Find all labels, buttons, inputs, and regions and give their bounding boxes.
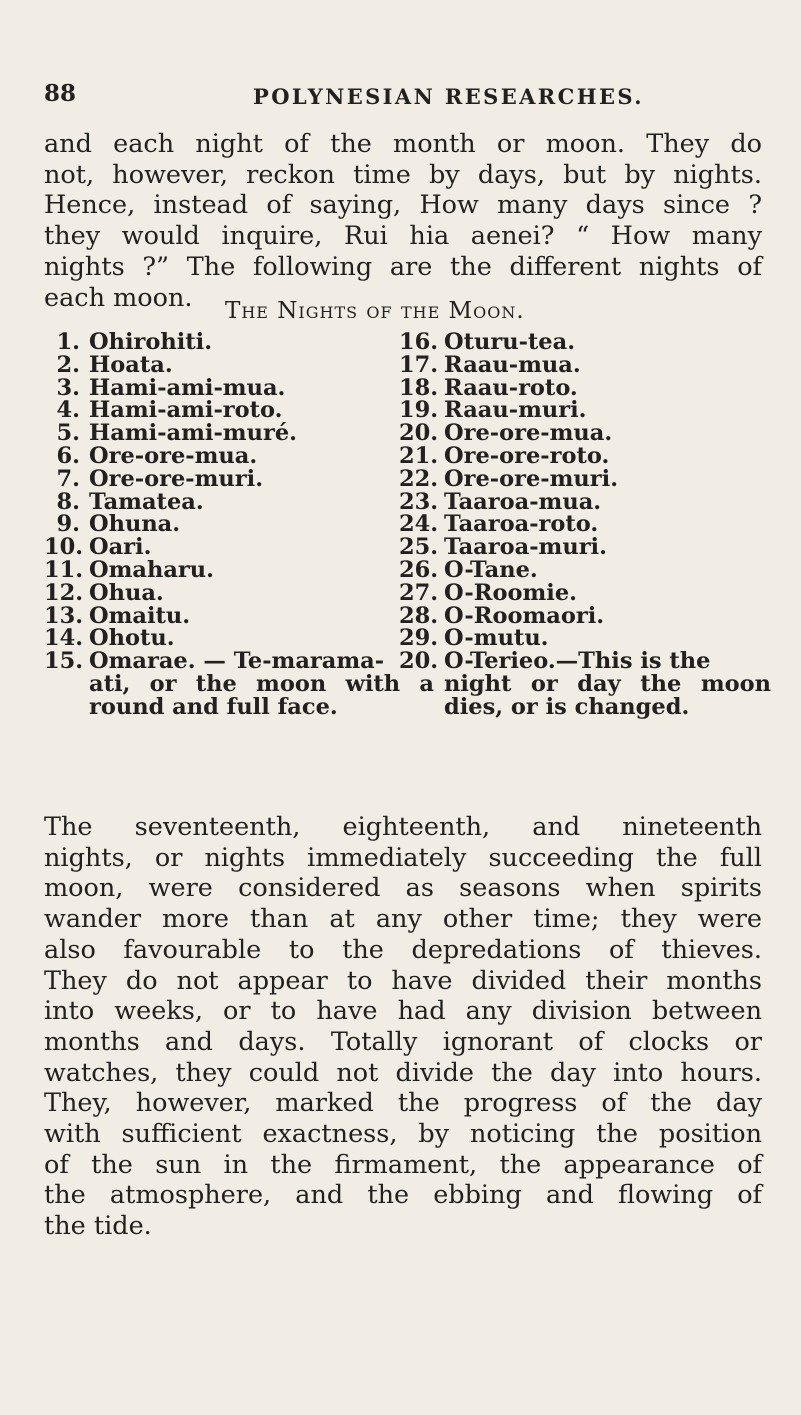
night-list-item <box>399 513 771 536</box>
night-list-item <box>399 331 771 354</box>
night-number: 18. <box>399 374 439 401</box>
night-list-item <box>399 536 771 559</box>
night-list-item <box>399 399 771 422</box>
night-number: 16. <box>399 329 439 355</box>
night-number: 14. <box>44 625 84 652</box>
night-number: 12. <box>44 579 84 606</box>
intro-paragraph <box>44 129 762 313</box>
night-list-item <box>44 351 439 378</box>
night-number: 23. <box>399 488 439 515</box>
night-number: 6. <box>56 442 80 469</box>
body-line: with sufficient exactness, by noticing the position <box>44 1119 762 1150</box>
night-list-item <box>44 534 439 561</box>
night-number: 22. <box>399 465 439 492</box>
night-list-item <box>44 602 439 629</box>
night-name: Taaroa-mua. <box>444 488 602 515</box>
night-name: Hami-ami-muré. <box>89 420 297 447</box>
night-name: Omaharu. <box>89 556 214 583</box>
night-name: Hoata. <box>89 351 173 378</box>
body-line: wander more than at any other time; they were <box>44 904 762 935</box>
night-number: 17. <box>399 351 439 378</box>
night-name: Tamatea. <box>89 488 204 515</box>
page-header <box>0 80 801 120</box>
night-name: O-mutu. <box>444 625 549 652</box>
night-list-item <box>44 397 439 424</box>
night-number: 13. <box>44 602 84 629</box>
body-line: the atmosphere, and the ebbing and flowing of <box>44 1180 762 1211</box>
night-list-item <box>44 329 439 355</box>
night-name: Ohuna. <box>89 511 181 538</box>
night-name: Omarae. — Te-marama- <box>89 648 385 675</box>
night-list-item <box>44 511 439 538</box>
night-list-item <box>399 465 771 492</box>
night-list-item <box>399 602 771 629</box>
night-number: 5. <box>56 420 80 447</box>
night-number: 9. <box>56 511 80 538</box>
night-number: 4. <box>56 397 80 424</box>
night-name: O-Terieo.—This is the <box>444 648 711 675</box>
night-number: 3. <box>56 374 80 401</box>
night-list-item <box>44 556 439 583</box>
night-name: Ohua. <box>89 579 164 606</box>
night-name: Ore-ore-mua. <box>89 442 258 469</box>
night-list-item <box>44 374 439 401</box>
night-number: 8. <box>56 488 80 515</box>
night-list-item <box>399 488 771 515</box>
night-name: Hami-ami-roto. <box>89 397 283 424</box>
running-head: POLYNESIAN RESEARCHES. <box>253 84 644 109</box>
night-list-item <box>44 625 439 652</box>
body-line: watches, they could not divide the day into hours. <box>44 1057 762 1088</box>
body-line: They, however, marked the progress of the day <box>44 1088 762 1119</box>
night-name: Oari. <box>89 534 152 561</box>
night-number: 1. <box>56 329 80 355</box>
night-number: 2. <box>56 351 80 378</box>
night-note: ati, or the moon with a round and full face. <box>89 670 434 720</box>
night-name: Raau-muri. <box>444 397 587 424</box>
night-name: O-Roomie. <box>444 579 577 606</box>
body-paragraph <box>44 812 762 1242</box>
night-name: Ohirohiti. <box>89 329 213 355</box>
night-number: 19. <box>399 397 439 424</box>
night-list-item <box>399 556 771 583</box>
night-number: 24. <box>399 511 439 538</box>
night-number: 29. <box>399 625 439 652</box>
night-name: Omaitu. <box>89 602 191 629</box>
body-line: moon, were considered as seasons when spirits <box>44 873 762 904</box>
night-name: Taaroa-roto. <box>444 511 599 538</box>
night-name: Ore-ore-muri. <box>89 465 264 492</box>
list-title: The Nights of the Moon. <box>225 298 525 324</box>
night-list-item <box>44 648 439 720</box>
intro-line: nights ?” The following are the different nights of <box>44 251 762 282</box>
nights-column-right <box>399 331 771 719</box>
body-line: the tide. <box>44 1211 152 1242</box>
body-line: months and days. Totally ignorant of clocks or <box>44 1026 762 1057</box>
intro-line: they would inquire, Rui hia aenei? “ How many <box>44 221 762 252</box>
night-list-item <box>44 488 439 515</box>
body-line: The seventeenth, eighteenth, and nineteenth <box>44 812 762 842</box>
night-name: Ohotu. <box>89 625 175 652</box>
intro-line: each moon. <box>44 282 193 313</box>
night-number: 28. <box>399 602 439 629</box>
intro-line: and each night of the month or moon. They do <box>44 129 762 159</box>
night-name: Raau-roto. <box>444 374 578 401</box>
intro-line: not, however, reckon time by days, but by nights. <box>44 159 762 190</box>
night-list-item <box>399 351 771 378</box>
night-number: 7. <box>56 465 80 492</box>
night-number: 15. <box>44 648 84 675</box>
night-number: 20. <box>399 420 439 447</box>
nights-column-left <box>44 329 439 720</box>
night-list-item <box>399 442 771 469</box>
night-name: Raau-mua. <box>444 351 581 378</box>
night-list-item <box>399 627 771 650</box>
night-number: 21. <box>399 442 439 469</box>
night-number: 26. <box>399 556 439 583</box>
night-list-item <box>399 374 771 401</box>
night-number: 10. <box>44 534 84 561</box>
page-number: 88 <box>44 80 77 107</box>
night-list-item <box>44 442 439 469</box>
night-number: 20. <box>399 648 439 675</box>
night-note: night or day the moon dies, or is changed. <box>444 670 771 720</box>
night-list-item <box>44 420 439 447</box>
body-line: nights, or nights immediately succeeding the full <box>44 842 762 873</box>
night-list-item <box>399 422 771 445</box>
intro-line: Hence, instead of saying, How many days since ? <box>44 190 762 221</box>
night-name: Hami-ami-mua. <box>89 374 286 401</box>
night-name: Taaroa-muri. <box>444 534 607 561</box>
night-list-item <box>44 579 439 606</box>
body-line: They do not appear to have divided their months <box>44 965 762 996</box>
night-list-item <box>44 465 439 492</box>
night-number: 11. <box>44 556 84 583</box>
night-list-item <box>399 579 771 606</box>
night-name: Ore-ore-muri. <box>444 465 619 492</box>
body-line: also favourable to the depredations of thieves. <box>44 934 762 965</box>
night-name: Oturu-tea. <box>444 329 576 355</box>
night-list-item <box>399 650 771 718</box>
night-number: 25. <box>399 534 439 561</box>
night-name: Ore-ore-mua. <box>444 420 613 447</box>
night-name: O-Tane. <box>444 556 538 583</box>
night-name: O-Roomaori. <box>444 602 605 629</box>
night-number: 27. <box>399 579 439 606</box>
body-line: of the sun in the firmament, the appearance of <box>44 1149 762 1180</box>
body-line: into weeks, or to have had any division between <box>44 996 762 1027</box>
night-name: Ore-ore-roto. <box>444 442 610 469</box>
